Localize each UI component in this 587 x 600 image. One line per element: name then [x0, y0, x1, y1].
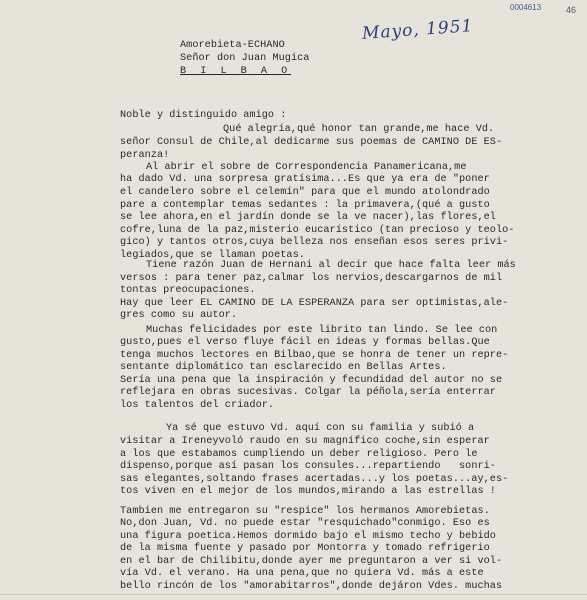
body-line: legiados,que se llaman poetas. [120, 250, 305, 261]
handwritten-date: Mayo, 1951 [361, 16, 475, 44]
body-line: en el bar de Chilibitu,donde ayer me preguntaron a ver si vol- [120, 556, 503, 567]
body-line: gres como su autor. [120, 310, 238, 321]
body-line: tenga muchos lectores en Bilbao,que se honra de tener un repre- [120, 350, 509, 361]
page-edge [0, 594, 587, 595]
body-line: Al abrir el sobre de Correspondencia Panamericana,me [146, 162, 467, 173]
address-line: Señor don Juan Mugica [180, 53, 310, 64]
body-line: versos : para tener paz,calmar los nervios,descargarnos de mil [120, 273, 503, 284]
body-line: reflejara en obras sucesivas. Colgar la péñola,sería enterrar [120, 387, 496, 398]
body-line: cofre,luna de la paz,misterio eucarístico (tan precioso y teolo- [120, 225, 515, 236]
body-line: señor Consul de Chile,al dedicarme sus poemas de CAMINO DE ES- [120, 137, 503, 148]
greeting: Noble y distinguido amigo : [120, 110, 287, 121]
body-line: gico) y tantos otros,cuya belleza nos enseñan esos seres privi- [120, 237, 509, 248]
body-line: simpatías...si aquí es mejor el agua,el aire más sano y el sol [120, 592, 161, 593]
body-line: bello rincón de los "amorabitarros",donde dejáron Vdes. muchas [120, 581, 503, 592]
body-line: se lee ahora,en el jardín donde se la ve nacer),las flores,el [120, 212, 496, 223]
body-line: Hay que leer EL CAMINO DE LA ESPERANZA para ser optimistas,ale- [120, 298, 509, 309]
body-line: a los que estabamos cumpliendo un deber religioso. Pero le [120, 449, 478, 460]
body-line: dispenso,porque así pasan los consules...repartiendo sonri- [120, 461, 496, 472]
body-line: No,don Juan, Vd. no puede estar "resquichado"conmigo. Eso es [120, 518, 490, 529]
body-line: los talentos del criador. [120, 400, 275, 411]
body-line: gusto,pues el verso fluye fácil en ideas y formas bellas.Que [120, 337, 490, 348]
body-line: Sería una pena que la inspiración y fecundidad del autor no se [120, 375, 503, 386]
body-line: el candelero sobre el celemín" para que el mundo atolondrado [120, 187, 490, 198]
address-city: B I L B A O [180, 66, 292, 77]
body-line: vía Vd. el verano. Ha una pena,que no quiera Vd. más a este [120, 568, 484, 579]
body-line: Qué alegría,qué honor tan grande,me hace Vd. [223, 124, 495, 135]
body-line: visitar a Ireneyvoló raudo en su magnífico coche,sin esperar [120, 436, 490, 447]
body-line: Tiene razón Juan de Hernani al decir que hace falta leer más [146, 260, 516, 271]
body-line: sentante diplomático tan esclarecido en Bellas Artes. [120, 362, 447, 373]
body-line: sas elegantes,soltando frases acertadas...y los poetas...ay,es- [120, 474, 509, 485]
body-line: Ya sé que estuvo Vd. aquí con su familia y subió a [166, 423, 475, 434]
body-line: peranza! [120, 150, 170, 161]
body-line: Muchas felicidades por este librito tan lindo. Se lee con [146, 325, 498, 336]
body-line: tontas preocupaciones. [120, 285, 256, 296]
body-line: ha dado Vd. una sorpresa gratísima...Es que ya era de "poner [120, 174, 490, 185]
body-line: de la misma fuente y pasado por Montorra y tomado refrigerio [120, 543, 490, 554]
body-line: tos viven en el mejor de los mundos,mirando a las estrellas ! [120, 486, 496, 497]
archive-code: 0004613 [510, 3, 542, 12]
body-line: una figura poetica.Hemos dormido bajo el mismo techo y bebido [120, 531, 496, 542]
address-line: Amorebieta-ECHANO [180, 40, 285, 51]
page-number: 46 [566, 5, 577, 15]
body-line: pare a contemplar temas sedantes : la primavera,(qué a gusto [120, 200, 490, 211]
body-line: Tambien me entregaron su "respice" los hermanos Amorebietas. [120, 506, 490, 517]
body-line: más brillante. Deben de volver. [120, 593, 141, 594]
